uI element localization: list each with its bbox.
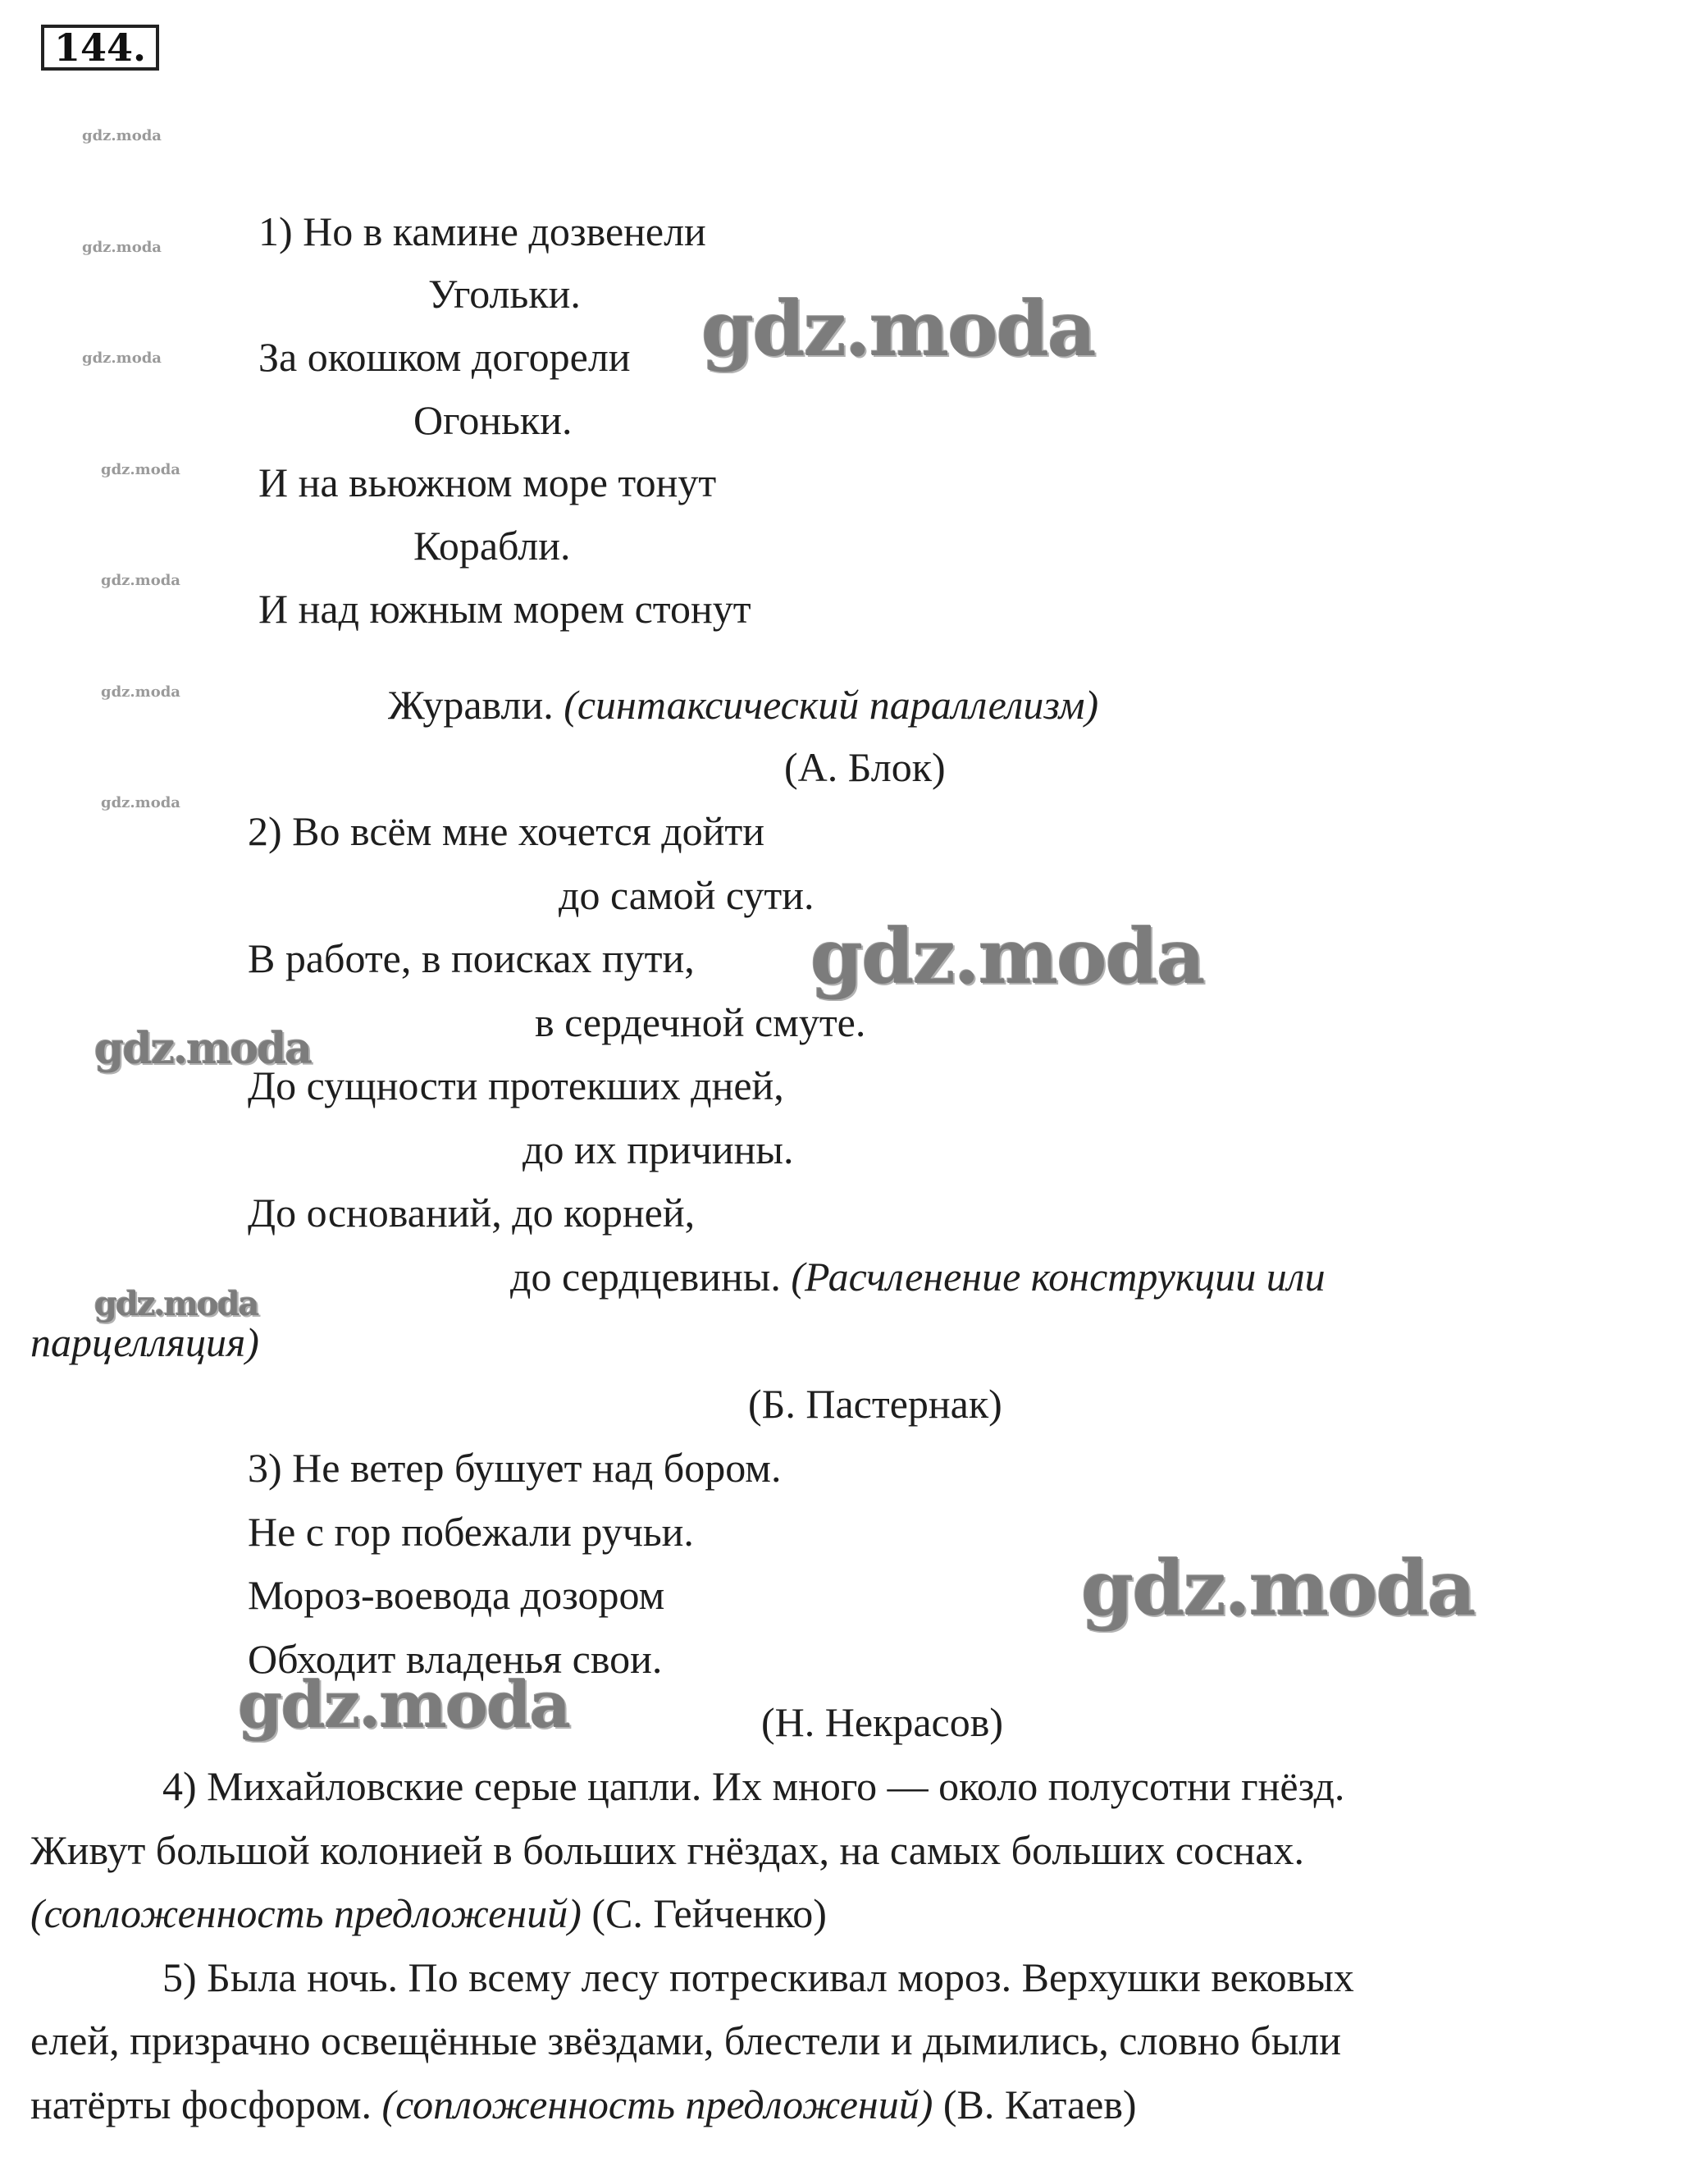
paragraph4-line: Живут большой колонией в больших гнёздах, на самых больших соснах. (30, 1827, 1305, 1873)
paragraph4-author: (С. Гейченко) (591, 1890, 827, 1936)
watermark-small: gdz.moda (101, 794, 180, 811)
paragraph5-line: 5) Была ночь. По всему лесу потрескивал мороз. Верхушки вековых (162, 1954, 1354, 2000)
stanza3-line: 3) Не ветер бушует над бором. (248, 1445, 782, 1491)
paragraph5-device: (сопложенность предложений) (381, 2081, 933, 2127)
stanza1-author: (А. Блок) (784, 744, 946, 790)
stanza3-line: Мороз-воевода дозором (248, 1572, 665, 1618)
stanza2-line: до сердцевины. (510, 1254, 781, 1300)
stanza2-line: в сердечной смуте. (535, 999, 866, 1045)
paragraph4-device: (сопложенность предложений) (30, 1890, 582, 1936)
watermark-small: gdz.moda (101, 461, 180, 478)
watermark-medium: gdz.moda (94, 1285, 258, 1323)
stanza1-device: (синтаксический параллелизм) (564, 682, 1099, 728)
watermark-large: gdz.moda (701, 285, 1095, 373)
stanza2-device-continued: парцелляция) (30, 1319, 259, 1365)
stanza3-line: Обходит владенья свои. (248, 1636, 663, 1682)
stanza1-line: И над южным морем стонут (258, 586, 751, 632)
stanza1-line: Угольки. (428, 271, 581, 317)
stanza3-line: Не с гор побежали ручьи. (248, 1509, 694, 1555)
watermark-large: gdz.moda (810, 912, 1204, 1001)
stanza1-line: И на вьюжном море тонут (258, 459, 717, 505)
stanza2-line: До оснований, до корней, (248, 1190, 696, 1236)
stanza1-line: Огоньки. (413, 397, 573, 443)
paragraph4-line: 4) Михайловские серые цапли. Их много — около полусотни гнёзд. (162, 1763, 1345, 1809)
stanza2-line: До сущности протекших дней, (248, 1062, 784, 1108)
stanza1-line: Журавли. (388, 682, 554, 728)
stanza2-last-line (510, 1254, 1326, 1300)
stanza2-device: (Расчленение конструкции или (791, 1254, 1326, 1300)
stanza2-line: В работе, в поисках пути, (248, 935, 695, 981)
stanza1-last-line (388, 682, 1099, 728)
exercise-number: 144. (41, 25, 159, 71)
watermark-large: gdz.moda (238, 1668, 570, 1743)
stanza1-line: За окошком догорели (258, 334, 631, 380)
stanza1-line: 1) Но в камине дозвенели (258, 208, 706, 254)
stanza2-line: 2) Во всём мне хочется дойти (248, 808, 765, 854)
paragraph5-author: (В. Катаев) (942, 2081, 1137, 2127)
watermark-small: gdz.moda (82, 350, 162, 367)
watermark-small: gdz.moda (82, 127, 162, 144)
watermark-small: gdz.moda (82, 239, 162, 256)
paragraph4-last-line (30, 1890, 827, 1936)
paragraph5-line: натёрты фосфором. (30, 2081, 372, 2127)
paragraph5-last-line (30, 2081, 1137, 2127)
stanza1-line: Корабли. (413, 523, 571, 569)
stanza3-author: (Н. Некрасов) (761, 1699, 1003, 1745)
watermark-small: gdz.moda (101, 572, 180, 589)
stanza2-line: до самой сути. (559, 872, 815, 918)
paragraph5-line: елей, призрачно освещённые звёздами, блестели и дымились, словно были (30, 2017, 1341, 2063)
stanza2-line: до их причины. (523, 1126, 794, 1172)
watermark-small: gdz.moda (101, 683, 180, 701)
watermark-large: gdz.moda (1081, 1544, 1475, 1633)
watermark-medium: gdz.moda (94, 1024, 312, 1074)
stanza2-author: (Б. Пастернак) (748, 1381, 1002, 1427)
